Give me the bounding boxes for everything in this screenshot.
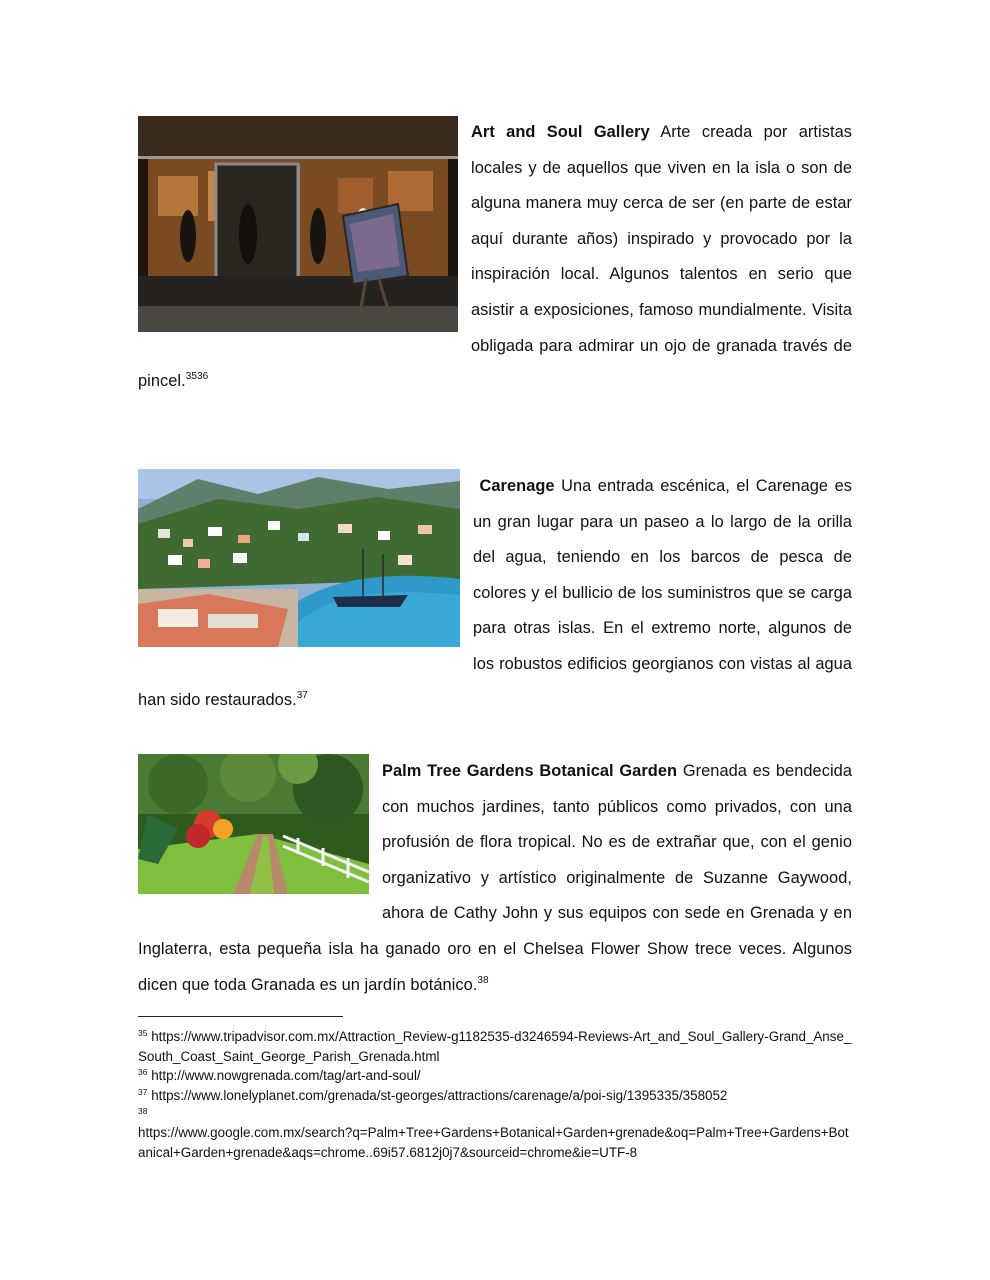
footnote-separator (138, 1016, 343, 1017)
garden-section (138, 754, 852, 1003)
footnote-36 (138, 1066, 854, 1086)
gallery-footnote-ref: 3536 (185, 371, 209, 383)
footnote-link[interactable]: https://www.tripadvisor.com.mx/Attraction_Review-g1182535-d3246594-Reviews-Art_and_Soul_Gallery-Grand_Anse_South_Coast_Saint_George_Parish_Grenada.html (138, 1029, 852, 1064)
carenage-footnote-ref: 37 (296, 689, 308, 701)
footnote-37 (138, 1086, 854, 1106)
footnote-number: 37 (138, 1086, 148, 1097)
footnote-link[interactable]: https://www.google.com.mx/search?q=Palm+Tree+Gardens+Botanical+Garden+grenade&oq=Palm+Tree+Gardens+Botanical+Garden+grenade&aqs=chrome..69i57.6812j0j7&sourceid=chrome&ie=UTF-8 (138, 1125, 849, 1160)
garden-title: Palm Tree Gardens Botanical Garden (382, 762, 678, 780)
footnote-number: 36 (138, 1067, 148, 1078)
carenage-photo (138, 469, 460, 647)
gallery-photo (138, 116, 458, 332)
footnote-38 (138, 1123, 854, 1162)
garden-body: Grenada es bendecida con muchos jardines, tanto públicos como privados, con una profusión de flora tropical. No es de extrañar que, con el genio organizativo y artístico originalmente de Suzanne Gaywood, ahora de Cathy John y sus equipos con sede en Grenada y en Inglaterra, esta pequeña isla ha ganado oro en el Chelsea Flower Show trece veces. Algunos dicen que toda Granada es un jardín botánico. (138, 762, 852, 994)
footnote-35 (138, 1027, 854, 1066)
footnote-number: 35 (138, 1028, 148, 1038)
footnote-link[interactable]: https://www.lonelyplanet.com/grenada/st-georges/attractions/carenage/a/poi-sig/1395335/358052 (151, 1087, 728, 1103)
garden-photo (138, 754, 369, 894)
footnotes (138, 1016, 854, 1163)
carenage-section (138, 469, 852, 718)
garden-footnote-ref: 38 (477, 974, 489, 986)
carenage-body: Una entrada escénica, el Carenage es un gran lugar para un paseo a lo largo de la orilla del agua, teniendo en los barcos de pesca de colores y el bullicio de los suministros que se carga para otras islas. En el extremo norte, algunos de los robustos edificios georgianos con vistas al agua han sido restaurados. (138, 477, 852, 709)
gallery-section (138, 115, 852, 400)
footnote-link[interactable]: http://www.nowgrenada.com/tag/art-and-soul/ (151, 1068, 421, 1084)
gallery-body: Arte creada por artistas locales y de aquellos que viven en la isla o son de alguna manera muy cerca de ser (en parte de estar aquí durante años) inspirado y provocado por la inspiración local. Algunos talentos en serio que asistir a exposiciones, famoso mundialmente. Visita obligada para admirar un ojo de granada través de pincel. (138, 123, 852, 391)
footnote-38-number: 38 (138, 1106, 148, 1117)
gallery-title: Art and Soul Gallery (471, 123, 650, 141)
carenage-title: Carenage (479, 477, 555, 495)
